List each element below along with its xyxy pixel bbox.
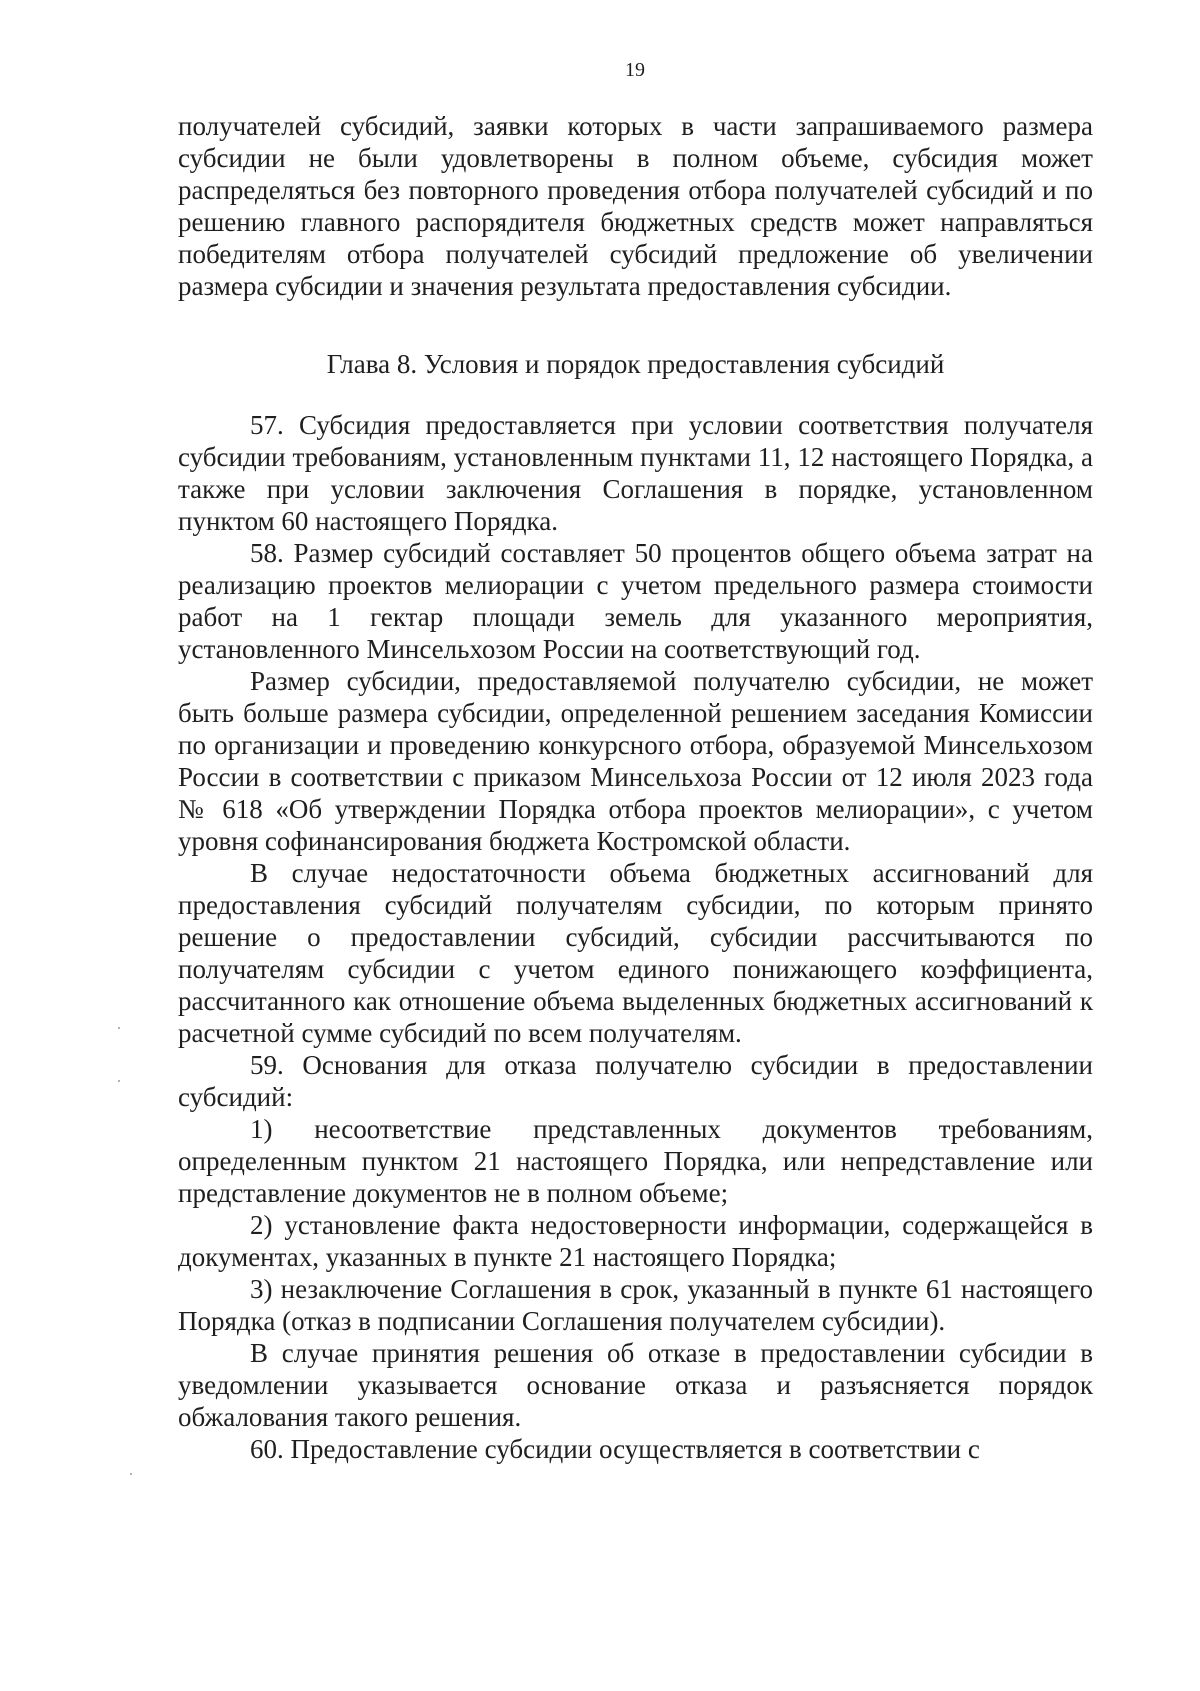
intro-paragraph: получателей субсидий, заявки которых в части запрашиваемого размера субсидии не были удовлетворены в полном объеме, субсидия может распределяться без повторного проведения отбора получателей субсидий и по решению главного распорядителя бюджетных средств может направляться победителям отбора получателей субсидий предложение об увеличении размера субсидии и значения результата предоставления субсидии. xyxy=(178,111,1093,301)
page-number: 19 xyxy=(625,59,645,81)
paragraph-58: 58. Размер субсидий составляет 50 процентов общего объема затрат на реализацию проектов мелиорации с учетом предельного размера стоимости работ на 1 гектар площади земель для указанного мероприятия, установленного Минсельхозом России на соответствующий год. xyxy=(178,538,1093,664)
list-item-3: 3) незаключение Соглашения в срок, указанный в пункте 61 настоящего Порядка (отказ в подписании Соглашения получателем субсидии). xyxy=(178,1274,1093,1336)
paragraph-59: 59. Основания для отказа получателю субсидии в предоставлении субсидий: xyxy=(178,1050,1093,1112)
list-item-2: 2) установление факта недостоверности информации, содержащейся в документах, указанных в пункте 21 настоящего Порядка; xyxy=(178,1210,1093,1272)
paragraph-refusal-notice: В случае принятия решения об отказе в предоставлении субсидии в уведомлении указывается основание отказа и разъясняется порядок обжалования такого решения. xyxy=(178,1338,1093,1432)
list-item-1: 1) несоответствие представленных документов требованиям, определенным пунктом 21 настоящего Порядка, или непредставление или представление документов не в полном объеме; xyxy=(178,1114,1093,1208)
paragraph-57: 57. Субсидия предоставляется при условии соответствия получателя субсидии требованиям, установленным пунктами 11, 12 настоящего Порядка, а также при условии заключения Соглашения в порядке, установленном пунктом 60 настоящего Порядка. xyxy=(178,410,1093,536)
scan-speck xyxy=(118,1027,120,1029)
paragraph-insufficient-funds: В случае недостаточности объема бюджетных ассигнований для предоставления субсидий получателям субсидии, по которым принято решение о предоставлении субсидий, субсидии рассчитываются по получателям субсидии с учетом единого понижающего коэффициента, рассчитанного как отношение объема выделенных бюджетных ассигнований к расчетной сумме субсидий по всем получателям. xyxy=(178,858,1093,1048)
paragraph-subsidy-size: Размер субсидии, предоставляемой получателю субсидии, не может быть больше размера субсидии, определенной решением заседания Комиссии по организации и проведению конкурсного отбора, образуемой Минсельхозом России в соответствии с приказом Минсельхоза России от 12 июля 2023 года № 618 «Об утверждении Порядка отбора проектов мелиорации», с учетом уровня софинансирования бюджета Костромской области. xyxy=(178,666,1093,856)
chapter-heading: Глава 8. Условия и порядок предоставления субсидий xyxy=(326,349,945,379)
scan-speck xyxy=(130,1473,132,1475)
paragraph-60: 60. Предоставление субсидии осуществляется в соответствии с xyxy=(250,1434,980,1464)
intro-block xyxy=(178,110,1093,302)
scan-speck xyxy=(118,1080,120,1082)
chapter-body xyxy=(178,409,1093,1465)
